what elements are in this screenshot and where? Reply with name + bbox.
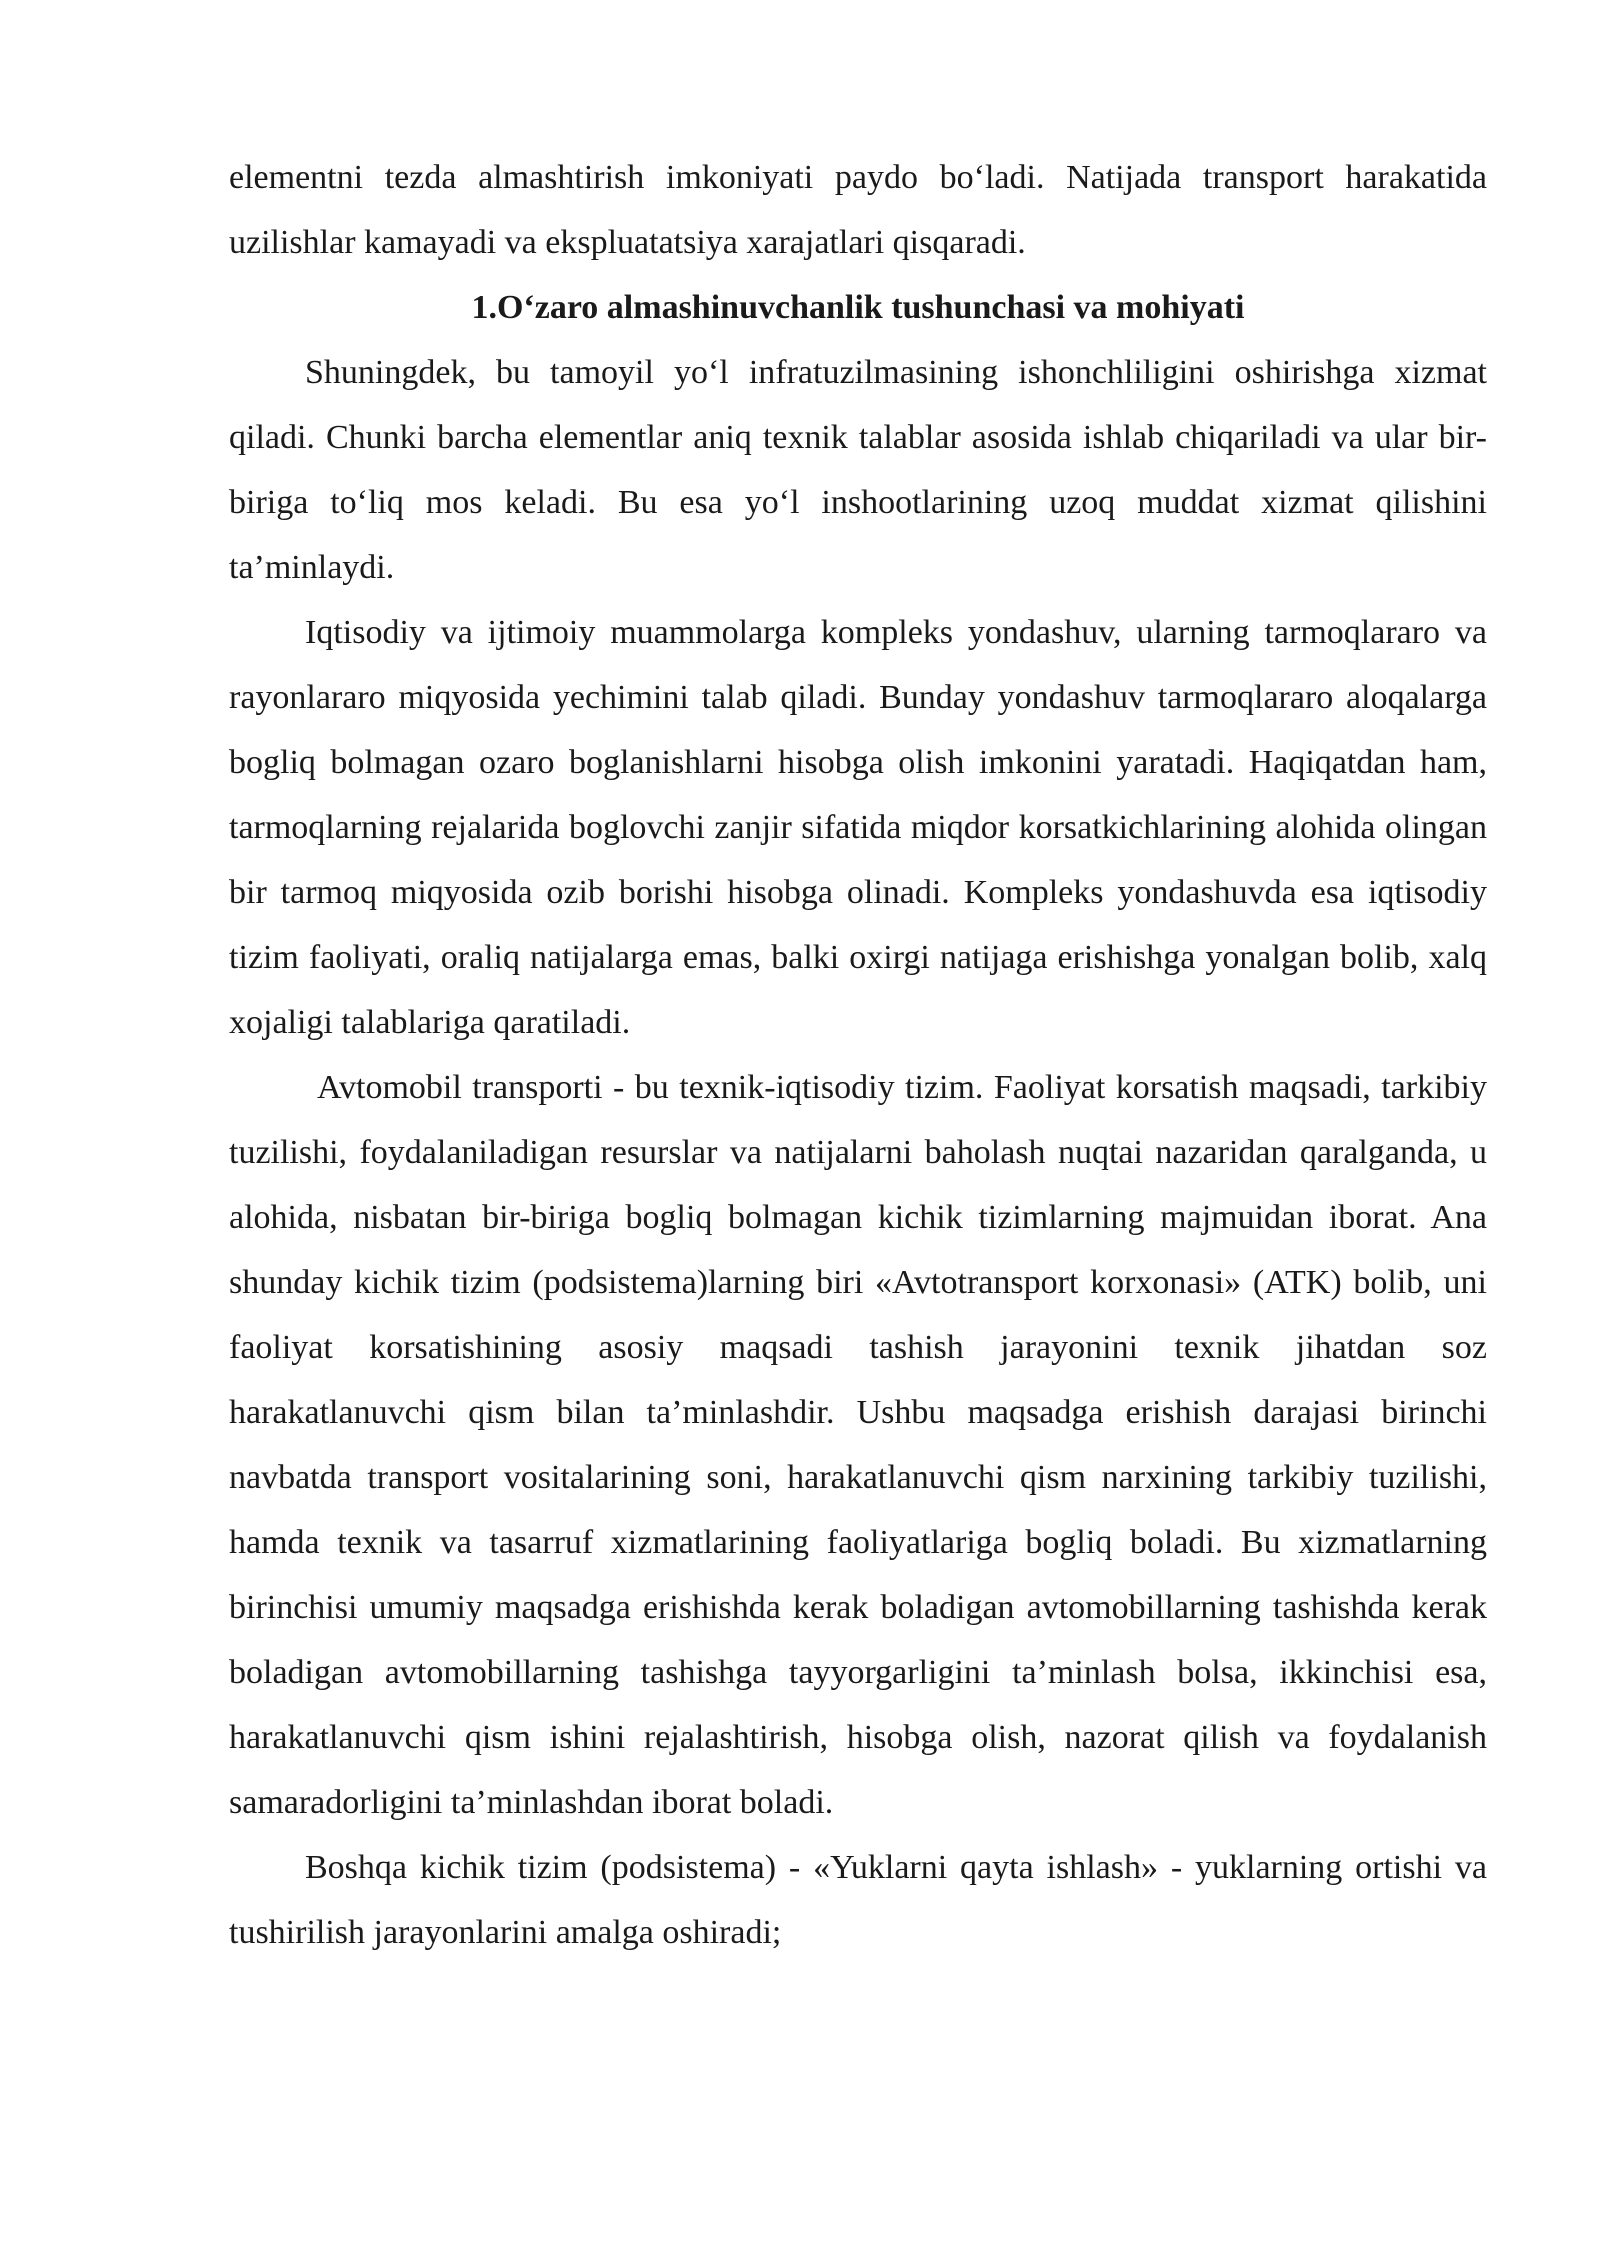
paragraph-continuation: elementni tezda almashtirish imkoniyati paydo bo‘ladi. Natijada transport harakatida uzilishlar kamayadi va ekspluatatsiya xarajatlari qisqaradi. (229, 159, 1487, 261)
paragraph-complex-approach: Iqtisodiy va ijtimoiy muammolarga kompleks yondashuv, ularning tarmoqlararo va rayonlararo miqyosida yechimini talab qiladi. Bunday yondashuv tarmoqlararo aloqalarga bogliq bolmagan ozaro boglanishlarni hisobga olish imkonini yaratadi. Haqiqatdan ham, tarmoqlarning rejalarida boglovchi zanjir sifatida miqdor korsatkichlarining alohida olingan bir tarmoq miqyosida ozib borishi hisobga olinadi. Kompleks yondashuvda esa iqtisodiy tizim faoliyati, oraliq natijalarga emas, balki oxirgi natijaga erishishga yonalgan bolib, xalq xojaligi talablariga qaratiladi. (229, 614, 1487, 1041)
document-body (229, 145, 1487, 1965)
paragraph-reliability: Shuningdek, bu tamoyil yo‘l infratuzilmasining ishonchliligini oshirishga xizmat qiladi. Chunki barcha elementlar aniq texnik talablar asosida ishlab chiqariladi va ular bir-biriga to‘liq mos keladi. Bu esa yo‘l inshootlarining uzoq muddat xizmat qilishini ta’minlaydi. (229, 354, 1487, 586)
paragraph-cargo-processing: Boshqa kichik tizim (podsistema) - «Yuklarni qayta ishlash» - yuklarning ortishi va tushirilish jarayonlarini amalga oshiradi; (229, 1849, 1487, 1951)
section-heading: 1.O‘zaro almashinuvchanlik tushunchasi va mohiyati (471, 289, 1245, 326)
paragraph-auto-transport: Avtomobil transporti - bu texnik-iqtisodiy tizim. Faoliyat korsatish maqsadi, tarkibiy tuzilishi, foydalaniladigan resurslar va natijalarni baholash nuqtai nazaridan qaralganda, u alohida, nisbatan bir-biriga bogliq bolmagan kichik tizimlarning majmuidan iborat. Ana shunday kichik tizim (podsistema)larning biri «Avtotransport korxonasi» (ATK) bolib, uni faoliyat korsatishining asosiy maqsadi tashish jarayonini texnik jihatdan soz harakatlanuvchi qism bilan ta’minlashdir. Ushbu maqsadga erishish darajasi birinchi navbatda transport vositalarining soni, harakatlanuvchi qism narxining tarkibiy tuzilishi, hamda texnik va tasarruf xizmatlarining faoliyatlariga bogliq boladi. Bu xizmatlarning birinchisi umumiy maqsadga erishishda kerak boladigan avtomobillarning tashishda kerak boladigan avtomobillarning tashishga tayyorgarligini ta’minlash bolsa, ikkinchisi esa, harakatlanuvchi qism ishini rejalashtirish, hisobga olish, nazorat qilish va foydalanish samaradorligini ta’minlashdan iborat boladi. (229, 1069, 1487, 1821)
